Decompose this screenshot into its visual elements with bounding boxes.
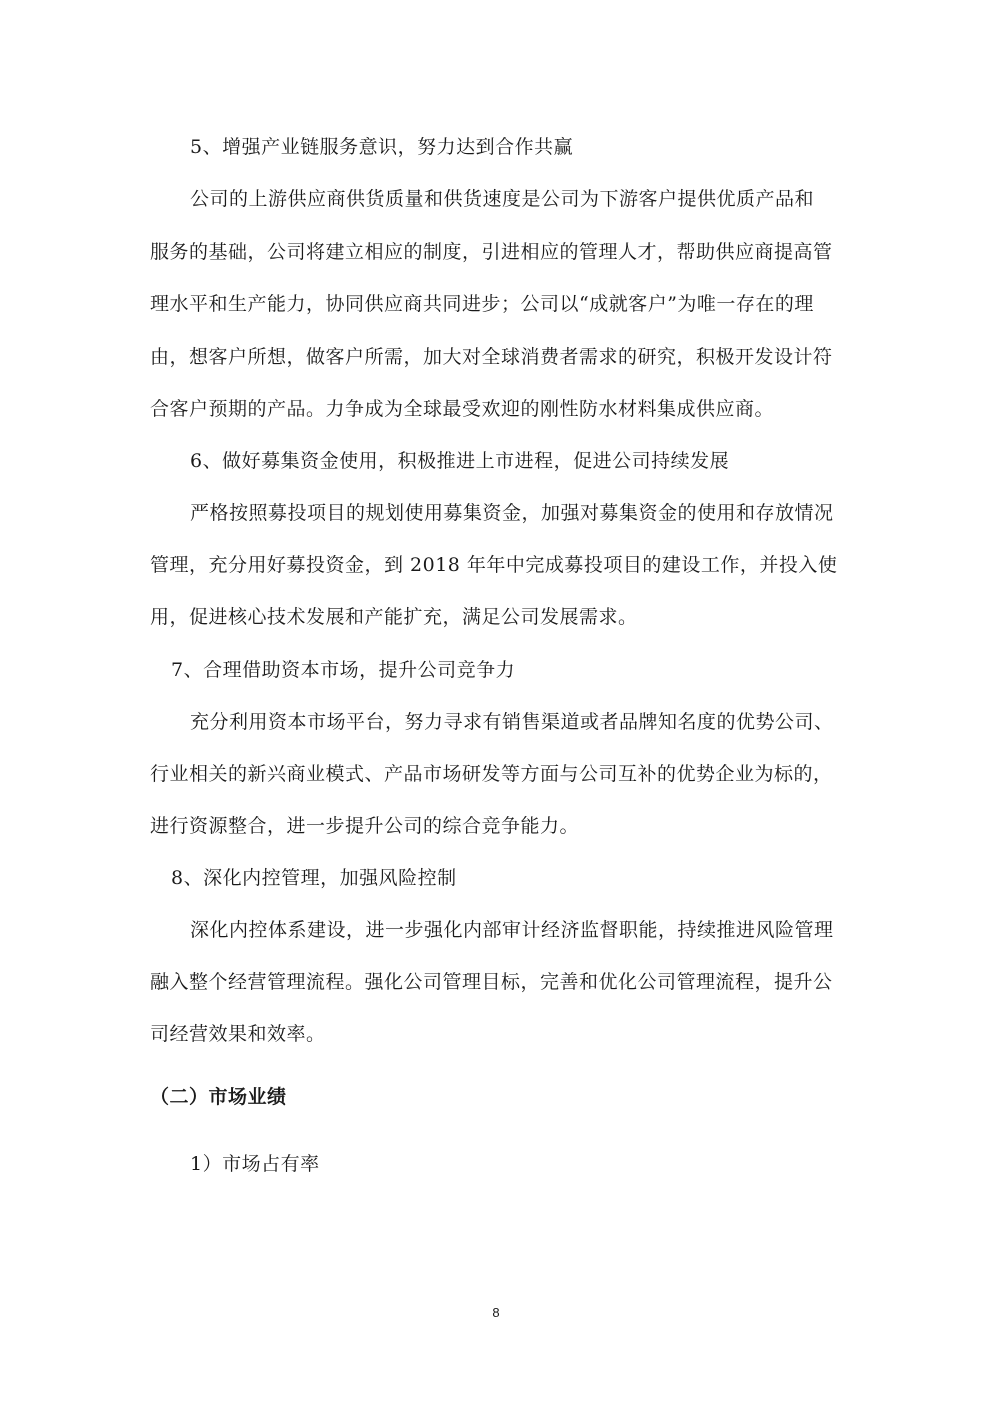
part-2-heading: （二）市场业绩 — [150, 1086, 287, 1108]
section-5-line-3: 理水平和生产能力，协同供应商共同进步；公司以“成就客户”为唯一存在的理 — [150, 293, 814, 315]
section-5-line-4: 由，想客户所想，做客户所需，加大对全球消费者需求的研究，积极开发设计符 — [150, 346, 833, 368]
section-6-heading: 6、做好募集资金使用，积极推进上市进程，促进公司持续发展 — [190, 450, 730, 472]
section-6-line-2: 管理，充分用好募投资金，到 2018 年年中完成募投项目的建设工作，并投入使 — [150, 554, 838, 576]
section-5-heading: 5、增强产业链服务意识，努力达到合作共赢 — [190, 136, 574, 158]
section-5-line-2: 服务的基础，公司将建立相应的制度，引进相应的管理人才，帮助供应商提高管 — [150, 241, 833, 263]
section-7-line-3: 进行资源整合，进一步提升公司的综合竞争能力。 — [150, 815, 580, 837]
section-8-line-1: 深化内控体系建设，进一步强化内部审计经济监督职能，持续推进风险管理 — [190, 919, 834, 941]
section-6-line-1: 严格按照募投项目的规划使用募集资金，加强对募集资金的使用和存放情况 — [190, 502, 834, 524]
section-5-line-1: 公司的上游供应商供货质量和供货速度是公司为下游客户提供优质产品和 — [190, 188, 815, 210]
section-5-line-5: 合客户预期的产品。力争成为全球最受欢迎的刚性防水材料集成供应商。 — [150, 398, 775, 420]
section-7-heading: 7、合理借助资本市场，提升公司竞争力 — [171, 659, 516, 681]
section-8-heading: 8、深化内控管理，加强风险控制 — [171, 867, 457, 889]
section-7-line-2: 行业相关的新兴商业模式、产品市场研发等方面与公司互补的优势企业为标的， — [150, 763, 833, 785]
section-8-line-2: 融入整个经营管理流程。强化公司管理目标，完善和优化公司管理流程，提升公 — [150, 971, 833, 993]
section-8-line-3: 司经营效果和效率。 — [150, 1023, 326, 1045]
page-number: 8 — [492, 1305, 500, 1320]
section-6-line-3: 用，促进核心技术发展和产能扩充，满足公司发展需求。 — [150, 606, 638, 628]
part-2-item-1: 1）市场占有率 — [190, 1153, 320, 1175]
section-7-line-1: 充分利用资本市场平台，努力寻求有销售渠道或者品牌知名度的优势公司、 — [190, 711, 834, 733]
